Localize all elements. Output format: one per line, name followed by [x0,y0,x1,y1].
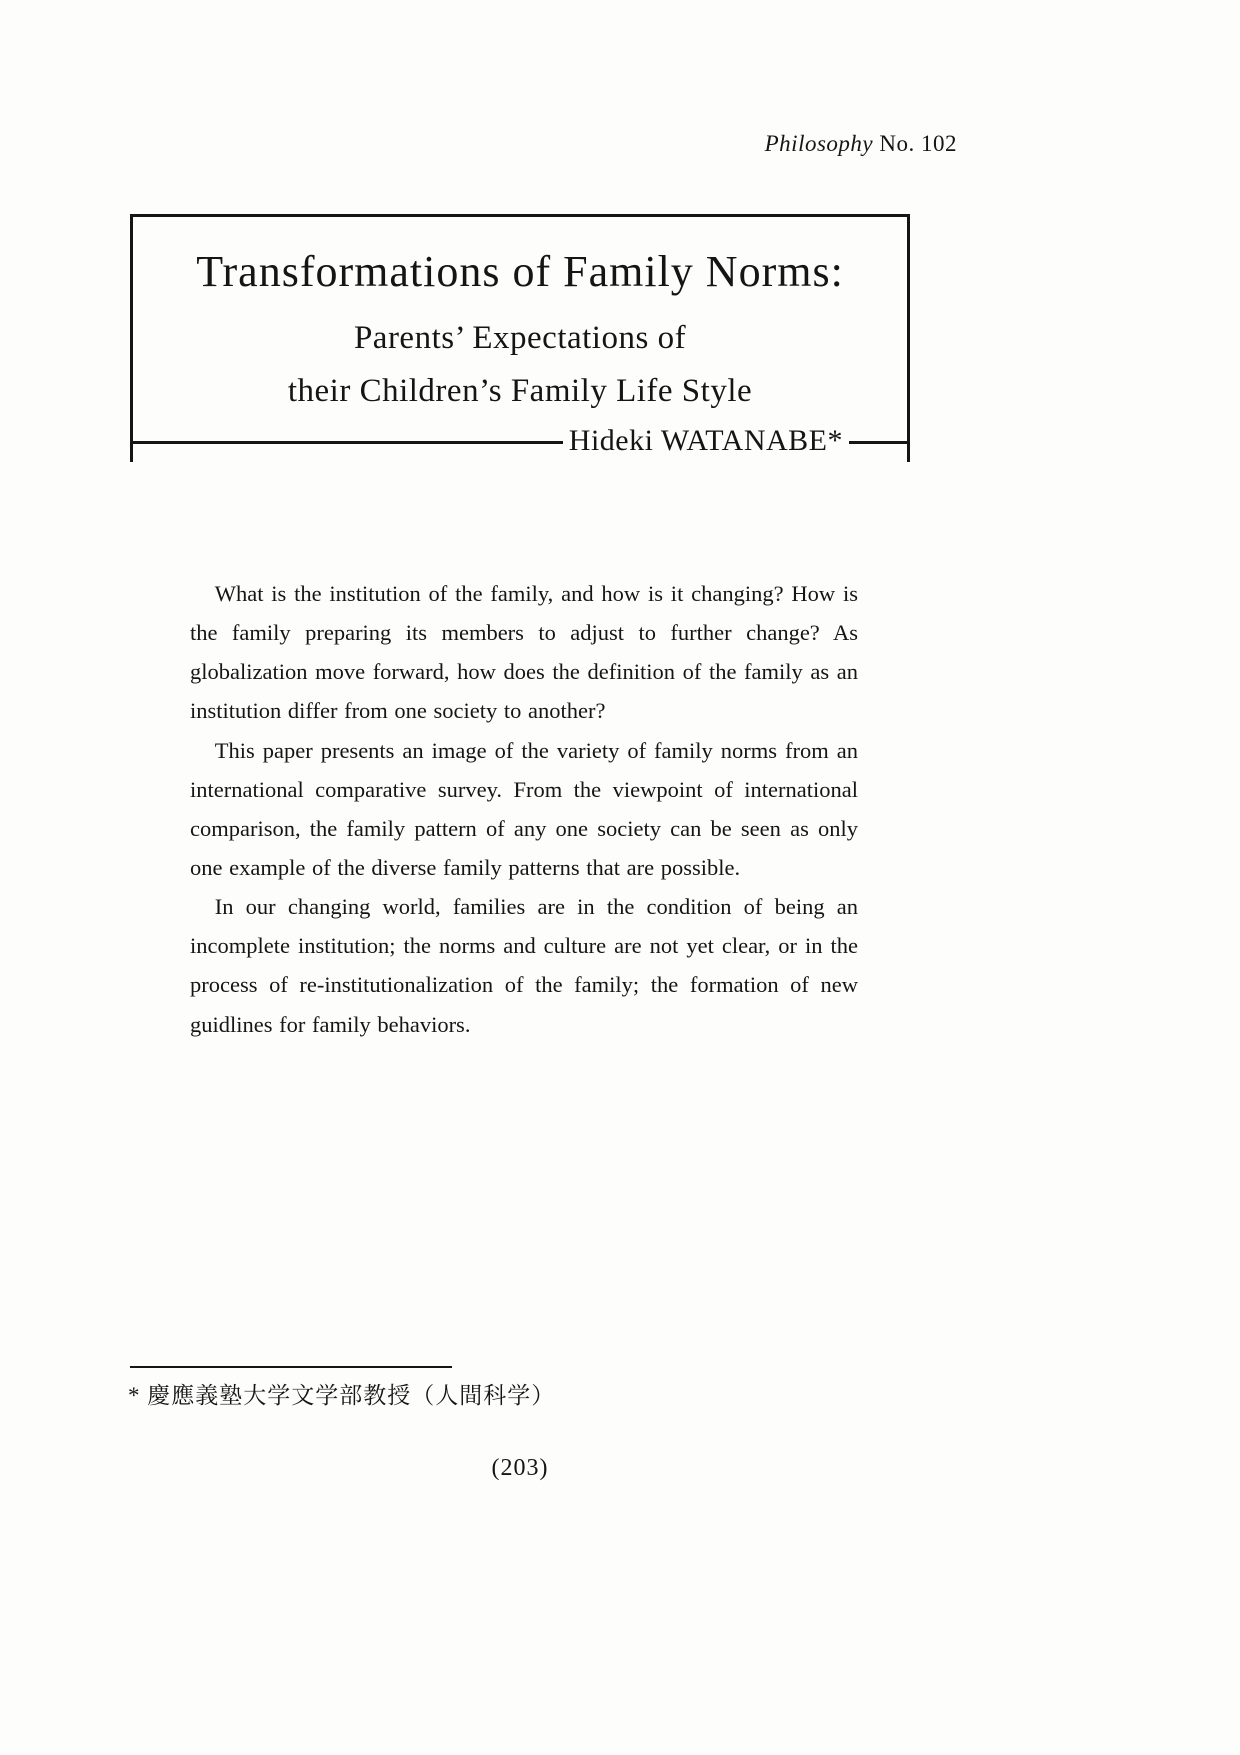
journal-name: Philosophy [764,131,874,156]
author-rule-right [849,441,907,444]
journal-issue: No. 102 [873,131,957,156]
paper-subtitle-line1: Parents’ Expectations of [353,319,687,356]
author-name: Hideki WATANABE* [568,423,843,457]
abstract-paragraph: In our changing world, families are in the condition of being an incomplete institution; the norms and culture are not yet clear, or in the process of re-institutionalization of the family; the formation of new guidlines for family behaviors. [190,894,858,1037]
paper-title: Transformations of Family Norms: [196,247,844,296]
abstract-paragraph: What is the institution of the family, and how is it changing? How is the family preparing its members to adjust to further change? As globalization move forward, how does the definition of the family as an institution differ from one society to another? [190,581,858,724]
title-box [130,214,910,462]
footnote-rule [130,1366,452,1368]
footnote-text: * 慶應義塾大学文学部教授（人間科学） [128,1383,556,1408]
paper-subtitle-line2: their Children’s Family Life Style [287,372,753,409]
journal-header [765,131,957,157]
page-number: (203) [491,1455,549,1481]
author-row [133,424,907,462]
author-rule-left [133,441,563,444]
abstract-block [190,574,858,1044]
abstract-paragraph: This paper presents an image of the variety of family norms from an international comparative survey. From the viewpoint of international comparison, the family pattern of any one society can be seen as only one example of the diverse family patterns that are possible. [190,737,858,880]
